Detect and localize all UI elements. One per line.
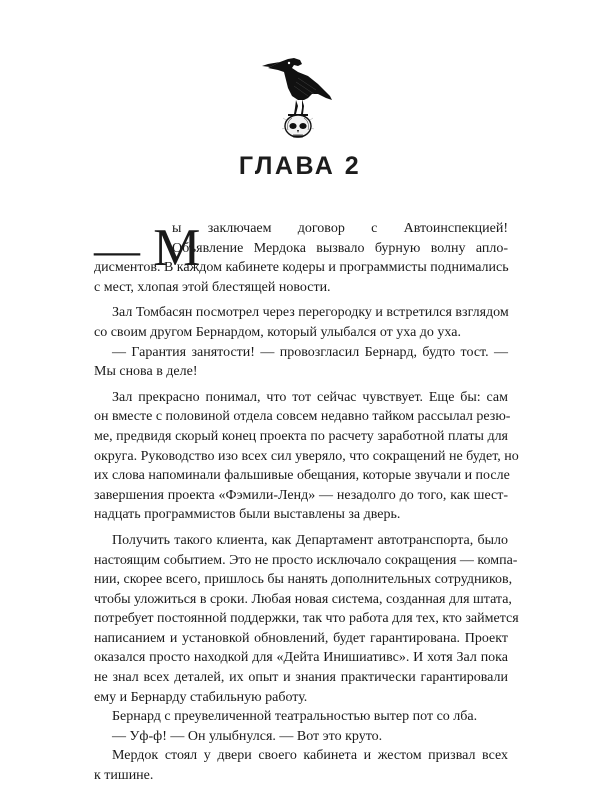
text-line: он вместе с половиной отдела совсем недавно тайком рассылал резю- xyxy=(94,409,511,425)
paragraph xyxy=(94,746,508,785)
text-line: их слова напоминали фальшивые обещания, которые звучали и после xyxy=(94,468,510,484)
paragraph xyxy=(94,219,508,297)
text-line: оказался просто находкой для «Дейта Инишиативс». И хотя Зал пока xyxy=(94,650,508,666)
text-line: — Уф-ф! — Он улыбнулся. — Вот это круто. xyxy=(112,728,383,744)
paragraph xyxy=(94,531,519,707)
drop-cap-letter: М xyxy=(153,219,201,277)
text-line: Мы снова в деле! xyxy=(94,364,198,380)
text-line: — Гарантия занятости! — провозгласил Бернард, будто тост. — xyxy=(112,344,508,360)
text-line: Мердок стоял у двери своего кабинета и жестом призвал всех xyxy=(112,748,508,764)
text-line: чтобы уложиться в сроки. Любая новая система, созданная для штата, xyxy=(94,591,512,607)
text-line: нии, скорее всего, пришлось бы нанять дополнительных сотрудников, xyxy=(94,572,513,588)
text-line: Зал Томбасян посмотрел через перегородку и встретился взглядом xyxy=(112,305,509,321)
text-line: настоящим событием. Это не просто исключало сокращения — компа- xyxy=(94,552,518,568)
drop-cap xyxy=(94,219,201,277)
body-text xyxy=(94,219,519,786)
drop-cap-dash: — xyxy=(94,224,140,275)
paragraph xyxy=(94,707,508,727)
text-line: не знал всех деталей, их опыт и знания практически гарантировали xyxy=(94,670,508,686)
paragraph xyxy=(94,727,508,747)
text-line: к тишине. xyxy=(94,768,154,784)
text-line: ы заключаем договор с Автоинспекцией! xyxy=(172,221,508,236)
text-line: Бернард с преувеличенной театральностью вытер пот со лба. xyxy=(112,709,478,725)
raven-on-skull-icon xyxy=(258,50,338,140)
text-line: завершения проекта «Фэмили-Ленд» — незадолго до того, как шест- xyxy=(94,487,508,503)
paragraph xyxy=(94,303,508,342)
text-line: Получить такого клиента, как Департамент автотранспорта, было xyxy=(112,532,508,548)
text-line: надцать программистов были выставлены за дверь. xyxy=(94,507,401,523)
text-line: с мест, хлопая этой блестящей новости. xyxy=(94,279,331,295)
text-line: Зал прекрасно понимал, что тот сейчас чувствует. Еще бы: сам xyxy=(112,389,508,405)
text-line: округа. Руководство изо всех сил уверяло, что сокращений не будет, но xyxy=(94,448,519,464)
text-line: дисментов. В каждом кабинете кодеры и программисты поднимались xyxy=(94,260,509,276)
text-line: ему и Бернарду стабильную работу. xyxy=(94,689,308,705)
paragraph xyxy=(94,343,508,382)
text-line: ме, предвидя скорый конец проекта по расчету заработной платы для xyxy=(94,428,508,444)
text-line: потребует постоянной поддержки, так что работа для тех, кто займется xyxy=(94,611,519,627)
text-line: написанием и установкой обновлений, будет гарантирована. Проект xyxy=(94,630,508,646)
chapter-title: ГЛАВА 2 xyxy=(238,152,362,180)
paragraph xyxy=(94,388,519,525)
text-line: со своим другом Бернардом, который улыбался от уха до уха. xyxy=(94,324,461,340)
text-line: Объявление Мердока вызвало бурную волну апло- xyxy=(172,240,508,256)
